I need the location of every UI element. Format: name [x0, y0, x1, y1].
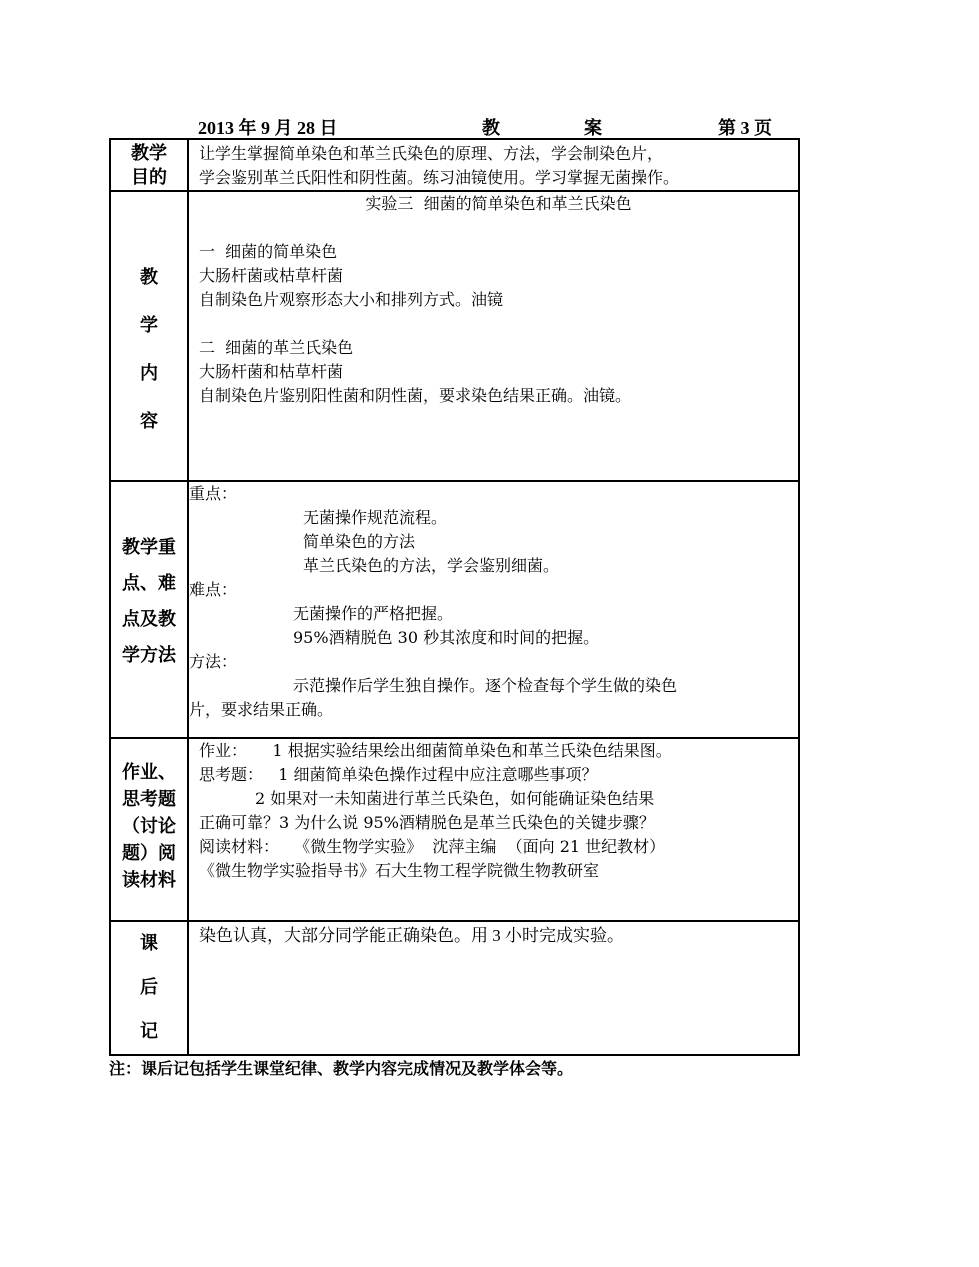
label-afterclass: 课 后 记: [110, 921, 188, 1055]
footnote: 注：课后记包括学生课堂纪律、教学内容完成情况及教学体会等。: [109, 1059, 574, 1078]
title-char-1: 教: [482, 118, 500, 138]
label-homework: 作业、 思考题 （讨论 题）阅 读材料: [110, 738, 188, 921]
label-keypoints: 教学重 点、难 点及教 学方法: [110, 481, 188, 738]
page-number: 第 3 页: [718, 118, 772, 138]
difficulty-label: 难点：: [189, 580, 238, 599]
row-homework: [110, 738, 799, 921]
row-content: [110, 191, 799, 481]
keypoints-text: 重点： 无菌操作规范流程。 简单染色的方法 革兰氏染色的方法，学会鉴别细菌。 难点： 无菌操作的严格把握。 95%酒精脱色 30 秒其浓度和时间的把握。 方法： 示范操作后学生独自操作。逐个检查每个学生做的染色 片，要求结果正确。: [188, 481, 799, 738]
row-goal: [110, 139, 799, 191]
row-keypoints: [110, 481, 799, 738]
row-afterclass: [110, 921, 799, 1055]
homework-text: 作业： 1 根据实验结果绘出细菌简单染色和革兰氏染色结果图。 思考题： 1 细菌简单染色操作过程中应注意哪些事项？ 2 如果对一未知菌进行革兰氏染色，如何能确证染色结果 正确可靠？3 为什么说 95%酒精脱色是革兰氏染色的关键步骤？ 阅读材料： 《微生物学实验》 沈萍主编 （面向 21 世纪教材） 《微生物学实验指导书》石大生物工程学院微生物教研室: [188, 738, 799, 921]
section-2-title: 二 细菌的革兰氏染色: [199, 338, 354, 357]
date: 2013 年 9 月 28 日: [198, 118, 338, 138]
content-text: 实验三 细菌的简单染色和革兰氏染色 一 细菌的简单染色 大肠杆菌或枯草杆菌 自制染色片观察形态大小和排列方式。油镜 二 细菌的革兰氏染色 大肠杆菌和枯草杆菌 自制染色片鉴别阳性菌和阴性菌，要求染色结果正确。油镜。: [188, 191, 799, 481]
method-label: 方法：: [189, 652, 238, 671]
title-char-2: 案: [584, 118, 602, 138]
lesson-plan-table: [109, 138, 800, 1056]
focus-label: 重点：: [189, 484, 238, 503]
label-goal: 教学 目的: [110, 139, 188, 191]
afterclass-text: 染色认真，大部分同学能正确染色。用 3 小时完成实验。: [188, 921, 799, 1055]
experiment-title: 实验三 细菌的简单染色和革兰氏染色: [365, 194, 632, 213]
label-content: 教 学 内 容: [110, 191, 188, 481]
section-1-title: 一 细菌的简单染色: [199, 242, 338, 261]
goal-text: 让学生掌握简单染色和革兰氏染色的原理、方法，学会制染色片， 学会鉴别革兰氏阳性和阴性菌。练习油镜使用。学习掌握无菌操作。: [188, 139, 799, 191]
page-header: [110, 114, 800, 138]
